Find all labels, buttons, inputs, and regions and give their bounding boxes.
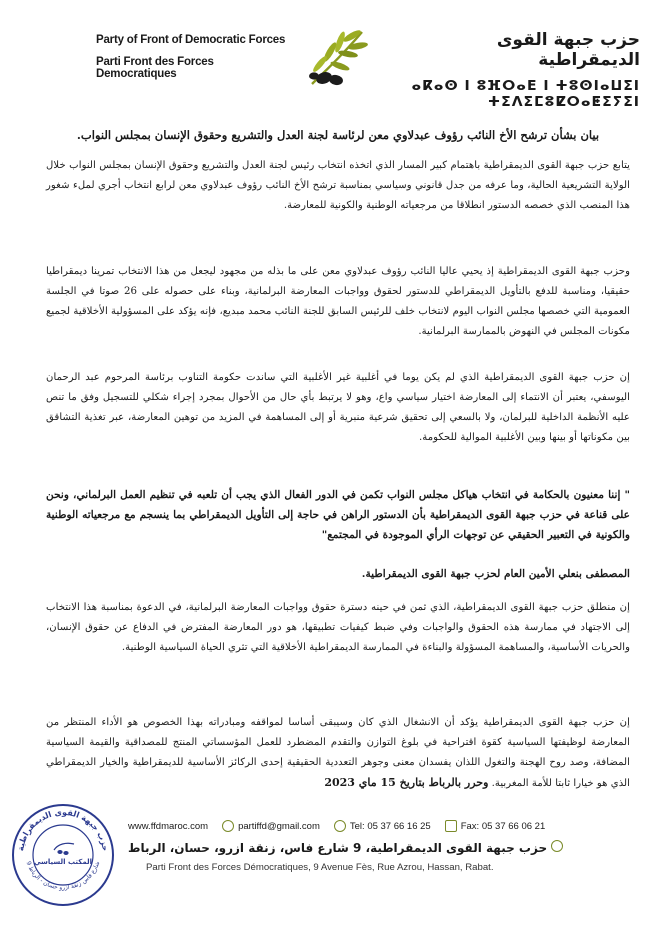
header-right — [390, 30, 640, 110]
olive-branch-logo-icon — [300, 22, 370, 92]
party-name-tifinagh: ⴰⴽⴰⵙ ⵏ ⵓⴼⵔⴰⴹ ⵏ ⵜⵓⵙⵏⴰⵡⵉⵏ ⵜⵉⴷⵉⵎⵓⵇⵔⴰⵟⵉⵢⵉⵏ — [411, 78, 640, 110]
paragraph-4: إن منطلق حزب جبهة القوى الديمقراطية، الذي ثمن في حينه دسترة حقوق وواجبات المعارضة البرلمانية، في الدعوة بمناسبة هذا الانتخاب إلى الاجتهاد في ممارسة هذه الحقوق والواجبات وفي ضبط كيفيات تطبيقها، هو دور المعارضة المفترض في الدفاع عن حقوق الإنسان، والحريات الأساسية، والمساهمة المسؤولة والبناءة في الممارسة الديمقراطية الأخلاقية التي تثري الحياة السياسية الوطنية. — [46, 602, 630, 653]
paragraph-5-text: إن حزب جبهة القوى الديمقراطية يؤكد أن الانشغال الذي كان وسيبقى أساسا لمواقفه ومبادراته بهذا الخصوص هو الأداء المنتظر من المعارضة لوظيفتها السياسية كقوة اقتراحية في بلوغ التوازن والتقدم المضطرد للعمل المؤسساتي المنتج للمصداقية والقيمة السياسية المضافة، وصد روح الهجنة والتغول اللذان يفسدان معنى وجوهر التعددية الحقيقية إحدى الركائز الأساسية للديمقراطية والخيار الديمقراطي الذي هو خيارا ثابتا للأمة المغربية. — [46, 717, 630, 789]
quote-paragraph: " إننا معنيون بالحكامة في انتخاب هياكل مجلس النواب تكمن في الدور الفعال الذي يجب أن تلعبه في تنظيم العمل البرلماني، ونحن على قناعة في حزب جبهة القوى الديمقراطية بأن الدستور الراهن في حاجة إلى التأويل الديمقراطي بما ينسجم مع مرجعياته الوطنية والكونية في التعبير الحقيقي عن توجهات الرأي الموجودة في المجتمع" — [46, 489, 630, 541]
location-icon — [551, 840, 563, 852]
phone-icon — [334, 820, 346, 832]
fax-icon — [445, 820, 457, 832]
svg-text:حزب جبهة القوى الديمقراطية — [16, 808, 110, 852]
stamp-text-bottom: 9 شارع فاس زنقة ازرو حسان - الرباط — [24, 860, 102, 892]
quote-attribution: المصطفى بنعلي الأمين العام لحزب جبهة القوى الديمقراطية. — [361, 568, 630, 580]
footer-address-fr: Parti Front des Forces Démocratiques, 9 Avenue Fès, Rue Azrou, Hassan, Rabat. — [146, 862, 494, 873]
party-name-en: Party of Front of Democratic Forces — [96, 34, 286, 46]
email-icon — [222, 820, 234, 832]
footer-fax: Fax: 05 37 66 06 21 — [445, 820, 546, 832]
stamp-center-text: المكتب السياسي — [33, 858, 93, 866]
party-stamp — [8, 800, 118, 910]
stamp-olive-icon — [54, 843, 74, 850]
paragraph-5 — [46, 713, 630, 794]
header-left — [96, 34, 296, 80]
footer-address-ar: حزب جبهة القوى الديمقراطية، 9 شارع فاس، زنقة ازرو، حسان، الرباط — [128, 840, 598, 855]
paragraph-1: يتابع حزب جبهة القوى الديمقراطية باهتمام كبير المسار الذي اتخذه انتخاب رئيس لجنة العدل والتشريع وحقوق الإنسان بمجلس النواب خلال الولاية التشريعية الحالية، وما عرفه من جدل قانوني وسياسي بمناسبة ترشح الأخ النائب رؤوف عبدلاوي معن لرابع انتخاب أجري لملء شغور هذا المنصب الذي خصصه الدستور انطلاقا من مرجعياته الوطنية والكونية للمعارضة. — [46, 160, 630, 211]
issue-date: وحرر بالرباط بتاريخ 15 ماي 2023 — [324, 776, 489, 789]
paragraph-3: إن حزب جبهة القوى الديمقراطية الذي لم يكن يوما في أغلبية غير الأغلبية التي ساندت حكومة التناوب برئاسة المرحوم عبد الرحمان اليوسفي، يعتبر أن الانتماء إلى المعارضة اختيار سياسي واع، وهو لا يرتبط بأي حال من الأحوال بمجرد إجراء شكلي للتسجيل وفق ما تنص عليه الأنظمة الداخلية للبرلمان، ولا بالسعي إلى تحقيق شرعية منبرية أو إلى المساهمة في المزيد من توهين المعارضة، عبر تغذية التشاقق بين مكوناتها أو بينها وبين الأغلبية الموالية للحكومة. — [46, 372, 630, 443]
footer-website[interactable]: www.ffdmaroc.com — [128, 820, 209, 832]
party-name-fr: Parti Front des Forces Democratiques — [96, 56, 214, 80]
party-name-ar: حزب جبهة القوى الديمقراطية — [496, 30, 640, 70]
footer-contacts — [128, 820, 545, 832]
stamp-text-top: حزب جبهة القوى الديمقراطية — [16, 807, 110, 852]
statement-title: بيان بشأن ترشح الأخ النائب رؤوف عبدلاوي معن لرئاسة لجنة العدل والتشريع وحقوق الإنسان بمجلس النواب. — [76, 128, 600, 142]
footer-tel: Tel: 05 37 66 16 25 — [334, 820, 431, 832]
footer-email[interactable]: partiffd@gmail.com — [222, 820, 320, 832]
paragraph-2: وحزب جبهة القوى الديمقراطية إذ يحيي عاليا النائب رؤوف عبدلاوي معن على ما بذله من مجهود ليجعل من هذا الانتخاب تمرينا ديمقراطيا حقيقيا، ومناسبة للدفع بالتأويل الديمقراطي للدستور لحقوق وواجبات المعارضة البرلمانية، وبناء على حصوله على 26 صوتا في الجلسة العمومية التي خصصها مجلس النواب اليوم لانتخاب خلف للرئيس السابق للجنة النائب محمد مبديع، فإنه يؤكد على المسؤولية الأخلاقية لجميع مكونات المجلس في النهوض بالممارسة البرلمانية. — [46, 266, 630, 337]
